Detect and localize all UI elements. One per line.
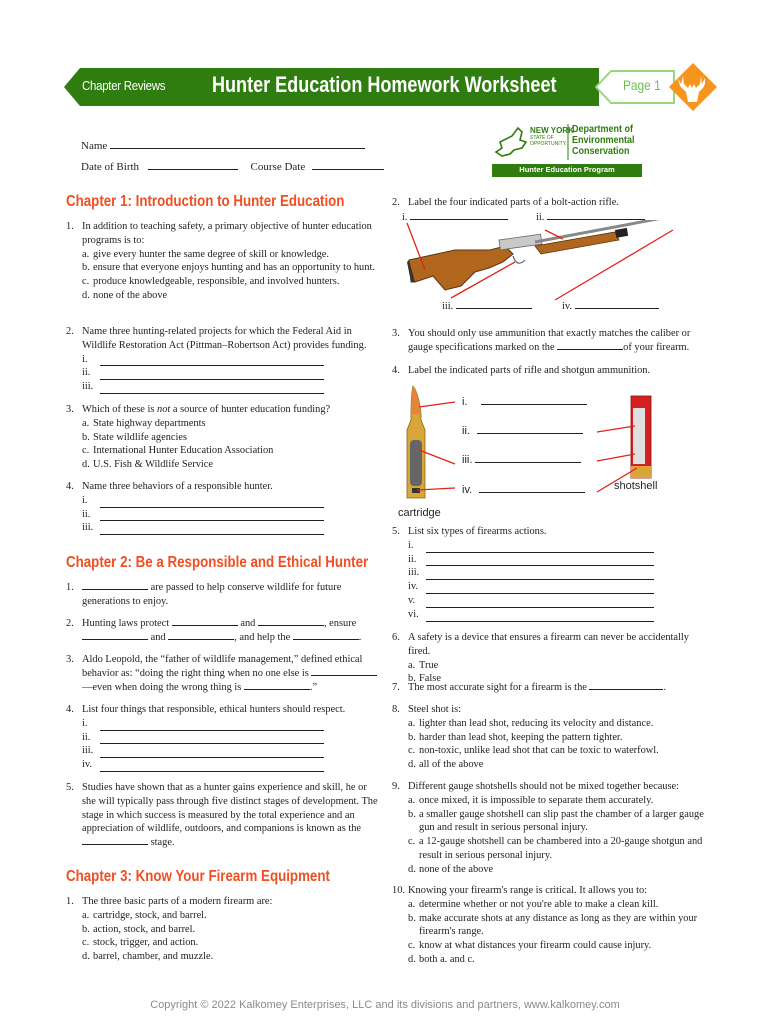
option-text: International Hunter Education Association: [93, 445, 274, 457]
course-date-label: Course Date: [250, 161, 306, 173]
option-letter: b.: [408, 808, 416, 820]
answer-blank[interactable]: [82, 494, 324, 508]
option-text: True: [419, 659, 439, 671]
question-text-part: You should only use ammunition that exactly matches the caliber or gauge specifications marked on the: [408, 328, 691, 353]
question-text: [82, 581, 376, 609]
option-letter: a.: [408, 794, 416, 806]
label-number: i.: [462, 396, 468, 408]
question-number: 4.: [66, 704, 74, 715]
answer-blank[interactable]: [172, 617, 238, 626]
logo-dept-line: Environmental: [572, 135, 635, 146]
option-text: cartridge, stock, and barrel.: [93, 909, 207, 921]
answer-option[interactable]: [408, 953, 714, 967]
option-text: a 12-gauge shotshell can be chambered into a 20-gauge shotgun and result in serious personal injury.: [419, 836, 703, 861]
option-letter: a.: [82, 909, 90, 921]
ch1-question-2: [66, 325, 376, 394]
option-letter: c.: [82, 937, 90, 949]
option-text: once mixed, it is impossible to separate them accurately.: [419, 794, 654, 806]
answer-blank[interactable]: [258, 617, 324, 626]
answer-blank[interactable]: [547, 211, 645, 220]
answer-option[interactable]: [408, 794, 714, 808]
question-text-part: Studies have shown that as a hunter gains experience and skill, he or she will typically pass through five distinct stages of development. The stage in which success is measured by the total experience and an appreciation of wildlife, outdoors, and companions is known as the: [82, 782, 378, 835]
ch2-question-1: [66, 581, 376, 609]
question-text: List four things that responsible, ethical hunters should respect.: [82, 704, 346, 715]
ch3-question-5: [392, 525, 654, 622]
blank-label: ii.: [408, 553, 417, 565]
option-letter: a.: [82, 248, 90, 260]
page-number: Page 1: [623, 77, 661, 93]
question-emphasis: not: [157, 404, 171, 415]
chapter3-heading: Chapter 3: Know Your Firearm Equipment: [66, 868, 330, 885]
answer-blank[interactable]: [82, 353, 324, 367]
ammo-label-ii: [462, 425, 583, 437]
section-label: Chapter Reviews: [82, 78, 166, 93]
logo-opportunity: OPPORTUNITY.: [530, 141, 567, 147]
ch1-question-4: [66, 480, 376, 535]
blank-label: i.: [408, 539, 414, 551]
logo-program: Hunter Education Program: [519, 165, 615, 174]
answer-option[interactable]: [82, 431, 376, 445]
option-letter: a.: [82, 417, 90, 429]
label-number: iii.: [442, 301, 454, 312]
dob-input[interactable]: [148, 160, 238, 170]
blank-label: ii.: [82, 731, 91, 743]
ch3-question-10: [392, 884, 714, 967]
option-letter: d.: [82, 459, 90, 471]
option-letter: b.: [408, 912, 416, 924]
option-letter: c.: [82, 276, 90, 288]
question-text-part: and: [148, 631, 169, 643]
ch1-question-1: [66, 220, 376, 303]
answer-option[interactable]: [408, 912, 714, 940]
answer-option[interactable]: [408, 863, 714, 877]
label-number: iii.: [462, 454, 473, 466]
chapter2-heading: Chapter 2: Be a Responsible and Ethical Hunter: [66, 554, 369, 571]
answer-option[interactable]: [408, 717, 712, 731]
question-text-part: , and help the: [234, 631, 293, 643]
answer-blank[interactable]: [82, 731, 324, 745]
question-number: 2.: [66, 618, 74, 629]
question-number: 2.: [392, 197, 400, 208]
question-text: [82, 653, 380, 694]
question-number: 4.: [392, 365, 400, 376]
ch3-question-4: [392, 364, 692, 378]
answer-option[interactable]: [82, 248, 376, 262]
question-number: 2.: [66, 326, 74, 337]
copyright-footer: Copyright © 2022 Kalkomey Enterprises, LLC and its divisions and partners, www.kalkomey.com: [150, 999, 620, 1011]
question-text-part: —even when doing the wrong thing is: [82, 681, 244, 693]
option-letter: c.: [408, 745, 416, 757]
answer-blank[interactable]: [479, 484, 585, 493]
option-letter: a.: [408, 717, 416, 729]
answer-blank[interactable]: [82, 744, 324, 758]
option-letter: d.: [408, 953, 416, 965]
answer-blank[interactable]: [557, 341, 623, 350]
logo-state-of: STATE OF: [530, 135, 554, 141]
question-text: [408, 327, 692, 355]
option-text: know at what distances your firearm could cause injury.: [419, 940, 652, 952]
answer-blank[interactable]: [311, 667, 377, 676]
option-text: lighter than lead shot, reducing its velocity and distance.: [419, 717, 654, 729]
question-number: 9.: [392, 781, 400, 792]
answer-option[interactable]: [82, 936, 376, 950]
course-date-input[interactable]: [312, 160, 384, 170]
answer-blank[interactable]: [408, 553, 654, 567]
option-letter: a.: [408, 898, 416, 910]
option-text: action, stock, and barrel.: [93, 923, 196, 935]
question-text: A safety is a device that ensures a firearm can never be accidentally fired.: [408, 632, 689, 657]
answer-blank[interactable]: [477, 425, 583, 434]
ch2-question-4: [66, 703, 376, 772]
logo-dept-line: Conservation: [572, 146, 630, 157]
answer-option[interactable]: [82, 444, 376, 458]
option-text: State wildlife agencies: [93, 431, 188, 443]
ch3-question-3: [392, 327, 692, 355]
ch3-question-6: [392, 631, 712, 686]
option-letter: d.: [82, 289, 90, 301]
answer-blank[interactable]: [410, 211, 508, 220]
option-letter: b.: [82, 431, 90, 443]
question-text: Name three behaviors of a responsible hunter.: [82, 481, 273, 492]
answer-blank[interactable]: [82, 631, 148, 640]
option-text: a smaller gauge shotshell can slip past the chamber of a larger gauge gun and result in serious personal injury.: [419, 808, 704, 834]
question-text: [82, 617, 361, 645]
question-number: 3.: [66, 404, 74, 415]
leader-line: [597, 454, 635, 461]
blank-label: vi.: [408, 608, 419, 620]
option-letter: c.: [82, 445, 90, 457]
question-text-part: The most accurate sight for a firearm is the: [408, 682, 590, 693]
option-letter: b.: [82, 262, 90, 274]
logo-department: [572, 124, 635, 157]
label-number: ii.: [462, 425, 470, 437]
option-letter: b.: [408, 673, 416, 685]
blank-label: iii.: [408, 567, 420, 579]
question-number: 1.: [66, 896, 74, 907]
ammo-label-iv: [462, 484, 585, 496]
question-number: 7.: [392, 682, 400, 693]
question-text: Knowing your firearm's range is critical. It allows you to:: [408, 885, 648, 896]
option-text: non-toxic, unlike lead shot that can be toxic to waterfowl.: [419, 745, 659, 757]
option-text: harder than lead shot, keeping the pattern tighter.: [419, 731, 623, 743]
shotshell-label: shotshell: [614, 480, 658, 492]
ammo-label-i: [462, 396, 587, 408]
answer-blank[interactable]: [82, 380, 324, 394]
answer-option[interactable]: [408, 835, 714, 863]
blank-label: i.: [82, 353, 88, 365]
answer-option[interactable]: [82, 417, 376, 431]
question-text-part: .”: [309, 681, 318, 693]
answer-blank[interactable]: [82, 521, 324, 535]
answer-blank[interactable]: [293, 631, 359, 640]
ch3-question-7: [392, 681, 702, 695]
question-text: [82, 403, 330, 417]
label-number: i.: [402, 212, 408, 223]
answer-blank[interactable]: [408, 539, 654, 553]
ch2-question-2: [66, 617, 378, 645]
ch3-question-9: [392, 780, 714, 877]
option-letter: a.: [408, 659, 416, 671]
blank-label: iii.: [82, 745, 94, 757]
question-number: 1.: [66, 221, 74, 232]
question-text-part: .: [358, 631, 362, 643]
answer-blank[interactable]: [82, 366, 324, 380]
ch3-question-2: [392, 196, 692, 210]
deer-badge-icon: [668, 62, 718, 112]
question-text-part: of your firearm.: [623, 341, 690, 353]
label-number: ii.: [536, 212, 545, 223]
cartridge-label: cartridge: [398, 507, 441, 519]
option-letter: d.: [408, 863, 416, 875]
answer-blank[interactable]: [408, 594, 654, 608]
answer-option[interactable]: [82, 909, 376, 923]
leader-line: [597, 426, 635, 432]
option-text: ensure that everyone enjoys hunting and has an opportunity to hunt.: [93, 262, 375, 274]
question-number: 5.: [392, 526, 400, 537]
name-label: Name: [81, 140, 108, 152]
question-text: Name three hunting-related projects for which the Federal Aid in Wildlife Restoration Act (Pittman–Robertson Act) provides funding.: [82, 326, 367, 351]
option-letter: b.: [82, 923, 90, 935]
dob-label: Date of Birth: [81, 161, 140, 173]
answer-blank[interactable]: [475, 454, 581, 463]
question-number: 6.: [392, 632, 400, 643]
answer-option[interactable]: [408, 744, 712, 758]
option-text: barrel, chamber, and muzzle.: [93, 951, 214, 963]
blank-label: iv.: [408, 581, 419, 593]
question-number: 5.: [66, 782, 74, 793]
answer-blank[interactable]: [589, 681, 663, 690]
question-text: Label the indicated parts of rifle and shotgun ammunition.: [408, 365, 651, 376]
question-text: In addition to teaching safety, a primary objective of hunter education programs is to:: [82, 221, 372, 246]
question-text: [82, 781, 378, 850]
ammo-label-iii: [462, 454, 581, 466]
option-letter: d.: [82, 951, 90, 963]
option-text: none of the above: [419, 863, 494, 875]
question-number: 4.: [66, 481, 74, 492]
question-text-part: Which of these is: [82, 404, 158, 415]
dec-logo: [492, 120, 642, 178]
logo-state: NEW YORK: [530, 126, 574, 135]
blank-label: ii.: [82, 367, 91, 379]
option-letter: c.: [408, 940, 416, 952]
answer-option[interactable]: [408, 808, 714, 836]
question-text-part: Aldo Leopold, the “father of wildlife management,” defined ethical behavior as: “doing the right thing when no one else is: [82, 654, 363, 679]
answer-blank[interactable]: [82, 836, 148, 845]
question-text-part: are passed to help conserve wildlife for future generations to enjoy.: [82, 582, 342, 607]
blank-label: iii.: [82, 522, 94, 534]
option-text: State highway departments: [93, 417, 206, 429]
question-text: The three basic parts of a modern firearm are:: [82, 896, 273, 907]
question-text-part: Hunting laws protect: [82, 618, 172, 629]
answer-blank[interactable]: [244, 681, 310, 690]
answer-blank[interactable]: [82, 758, 324, 772]
answer-option[interactable]: [82, 950, 376, 964]
question-number: 8.: [392, 704, 400, 715]
label-number: iv.: [562, 301, 573, 312]
option-letter: b.: [408, 731, 416, 743]
question-text-part: a source of hunter education funding?: [170, 404, 331, 415]
question-text: Different gauge shotshells should not be mixed together because:: [408, 781, 680, 792]
answer-option[interactable]: [408, 939, 714, 953]
name-input[interactable]: [110, 139, 365, 149]
answer-blank[interactable]: [82, 581, 148, 590]
dob-row: [81, 160, 384, 173]
blank-label: ii.: [82, 508, 91, 520]
leader-line: [419, 402, 455, 407]
question-number: 3.: [66, 654, 74, 665]
question-text-part: and: [237, 618, 258, 629]
answer-blank[interactable]: [168, 631, 234, 640]
answer-option[interactable]: [408, 758, 712, 772]
question-text: Label the four indicated parts of a bolt-action rifle.: [408, 197, 619, 208]
blank-label: iii.: [82, 381, 94, 393]
rifle-illustration: [395, 220, 685, 305]
answer-option[interactable]: [82, 261, 376, 275]
question-number: 3.: [392, 328, 400, 339]
question-text-part: stage.: [148, 837, 175, 849]
label-number: iv.: [462, 484, 473, 496]
chapter1-heading: Chapter 1: Introduction to Hunter Education: [66, 193, 345, 210]
ch1-question-3: [66, 403, 376, 472]
option-text: stock, trigger, and action.: [93, 937, 199, 949]
answer-blank[interactable]: [408, 608, 654, 622]
ch3-question-8: [392, 703, 712, 772]
answer-option[interactable]: [82, 458, 376, 472]
blank-label: i.: [82, 717, 88, 729]
answer-option[interactable]: [82, 923, 376, 937]
option-text: give every hunter the same degree of skill or knowledge.: [93, 248, 330, 260]
question-text: [408, 681, 666, 695]
name-field[interactable]: [81, 139, 365, 152]
answer-blank[interactable]: [82, 717, 324, 731]
question-text: Steel shot is:: [408, 704, 462, 715]
answer-blank[interactable]: [408, 566, 654, 580]
option-text: none of the above: [93, 289, 168, 301]
option-text: all of the above: [419, 759, 484, 771]
answer-option[interactable]: [82, 275, 376, 289]
page-title: Hunter Education Homework Worksheet: [212, 72, 557, 97]
blank-label: iv.: [82, 759, 93, 771]
option-text: both a. and c.: [419, 953, 475, 965]
option-text: produce knowledgeable, responsible, and involved hunters.: [93, 276, 340, 288]
option-text: False: [419, 673, 441, 685]
question-text-part: , ensure: [323, 618, 357, 629]
blank-label: v.: [408, 594, 416, 606]
ch2-question-3: [66, 653, 380, 694]
answer-option[interactable]: [408, 898, 714, 912]
answer-option[interactable]: [408, 659, 712, 673]
logo-dept-line: Department of: [572, 124, 634, 135]
blank-label: i.: [82, 494, 88, 506]
option-text: make accurate shots at any distance as long as they are within your firearm's range.: [419, 912, 698, 938]
answer-option[interactable]: [82, 289, 376, 303]
question-text-part: .: [663, 682, 667, 693]
question-number: 10.: [392, 885, 405, 896]
answer-option[interactable]: [408, 731, 712, 745]
answer-blank[interactable]: [408, 580, 654, 594]
ch2-question-5: [66, 781, 378, 850]
option-letter: d.: [408, 759, 416, 771]
ch3-question-1: [66, 895, 376, 964]
option-text: determine whether or not you're able to make a clean kill.: [419, 898, 659, 910]
question-text: List six types of firearms actions.: [408, 526, 547, 537]
option-text: U.S. Fish & Wildlife Service: [93, 459, 214, 471]
answer-blank[interactable]: [82, 508, 324, 522]
question-number: 1.: [66, 582, 74, 593]
answer-blank[interactable]: [481, 396, 587, 405]
option-letter: c.: [408, 836, 416, 848]
